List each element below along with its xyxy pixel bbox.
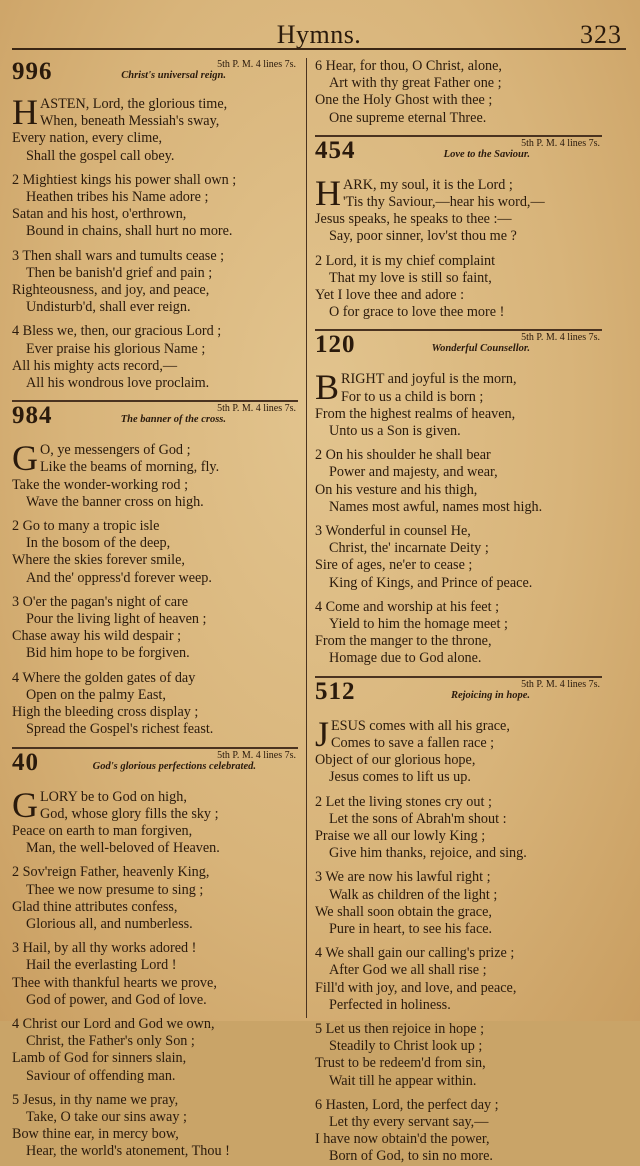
verse-text: From the manger to the throne, [315, 633, 492, 650]
verse-text: ASTEN, Lord, the glorious time, [40, 96, 228, 112]
verse-line [315, 1055, 602, 1072]
verse-line [315, 464, 602, 481]
verse-line [315, 557, 602, 574]
hymn-subtitle: God's glorious perfections celebrated. [92, 760, 256, 772]
verse-line [315, 980, 602, 997]
verse-line [315, 575, 602, 592]
verse-text: High the bleeding cross display ; [12, 704, 199, 721]
verse-line [315, 828, 602, 845]
verse-text: Bow thine ear, in mercy bow, [12, 1126, 179, 1143]
verse-line [12, 323, 298, 340]
verse-line [315, 633, 602, 650]
verse-text: 'Tis thy Saviour,—hear his word,— [343, 194, 545, 211]
verse-text: ARK, my soul, it is the Lord ; [343, 176, 513, 193]
verse-line [12, 494, 298, 511]
verse-line [12, 840, 298, 857]
hymn-header [12, 400, 298, 442]
verse-text: 3 We are now his lawful right ; [315, 869, 491, 886]
verse-line [12, 899, 298, 916]
verse-line [12, 223, 298, 240]
verse-text: Like the beams of morning, fly. [40, 459, 220, 476]
verse-line [12, 687, 298, 704]
verse-text: Peace on earth to man forgiven, [12, 822, 193, 839]
verse-text: Saviour of offending man. [26, 1067, 176, 1084]
verse-text: Say, poor sinner, lov'st thou me ? [329, 228, 517, 245]
verse-text: Wave the banner cross on high. [26, 493, 204, 510]
verse-line [315, 253, 602, 270]
verse-line [12, 645, 298, 662]
hymn-subtitle: Love to the Saviour. [443, 148, 530, 160]
stanza [12, 323, 298, 392]
verse-text: Bound in chains, shall hurt no more. [26, 223, 233, 240]
verse-text: Wait till he appear within. [329, 1072, 477, 1089]
verse-line [12, 148, 298, 165]
verse-line [315, 962, 602, 979]
verse-line [12, 628, 298, 645]
verse-line [315, 599, 602, 616]
verse-text: 2 Go to many a tropic isle [12, 518, 160, 535]
verse-line [315, 304, 602, 321]
verse-line [315, 794, 602, 811]
verse-text: Spread the Gospel's richest feast. [26, 721, 214, 738]
verse-line [315, 735, 602, 752]
verse-text: Lamb of God for sinners slain, [12, 1050, 187, 1067]
hymn-meter: 5th P. M. 4 lines 7s. [217, 59, 296, 70]
verse-text: I have now obtain'd the power, [315, 1131, 490, 1148]
verse-text: Every nation, every clime, [12, 130, 163, 147]
verse-text: Jesus comes to lift us up. [329, 769, 471, 786]
stanza [315, 1097, 602, 1166]
verse-text: 2 Mightiest kings his power shall own ; [12, 171, 237, 188]
verse-line [315, 1021, 602, 1038]
stanza [12, 784, 298, 858]
verse-text: One the Holy Ghost with thee ; [315, 92, 493, 109]
stanza [315, 172, 602, 246]
verse-text: King of Kings, and Prince of peace. [329, 574, 533, 591]
verse-line [12, 916, 298, 933]
stanza [315, 794, 602, 863]
verse-line [12, 265, 298, 282]
verse-line [315, 650, 602, 667]
verse-line [12, 611, 298, 628]
hymn-subtitle: Rejoicing in hope. [450, 689, 530, 701]
verse-line [12, 806, 298, 823]
verse-line [315, 1097, 602, 1114]
verse-text: Let thy every servant say,— [329, 1113, 489, 1130]
verse-text: Take the wonder-working rod ; [12, 476, 189, 493]
verse-line [315, 211, 602, 228]
verse-line [12, 864, 298, 881]
verse-text: Homage due to God alone. [329, 650, 482, 667]
verse-text: That my love is still so faint, [329, 269, 492, 286]
verse-text: Hail the everlasting Lord ! [26, 957, 177, 974]
verse-text: Man, the well-beloved of Heaven. [26, 840, 220, 857]
verse-text: Object of our glorious hope, [315, 752, 476, 769]
verse-text: Fill'd with joy, and love, and peace, [315, 979, 517, 996]
verse-text: After God we all shall rise ; [329, 962, 487, 979]
verse-line [12, 189, 298, 206]
verse-line [315, 499, 602, 516]
verse-line [315, 58, 602, 75]
hymn-meter: 5th P. M. 4 lines 7s. [217, 403, 296, 415]
hymn-meter: 5th P. M. 4 lines 7s. [217, 749, 296, 761]
verse-text: Praise we all our lowly King ; [315, 827, 486, 844]
verse-line [12, 552, 298, 569]
verse-line [315, 1131, 602, 1148]
verse-text: 3 Hail, by all thy works adored ! [12, 940, 197, 957]
verse-text: And the' oppress'd forever weep. [26, 569, 212, 586]
verse-line [315, 540, 602, 557]
verse-text: When, beneath Messiah's sway, [40, 113, 220, 130]
verse-text: Ever praise his glorious Name ; [26, 340, 206, 357]
verse-text: Born of God, to sin no more. [329, 1148, 493, 1165]
verse-line [12, 341, 298, 358]
verse-text: Walk as children of the light ; [329, 886, 498, 903]
stanza [12, 1016, 298, 1085]
verse-line [12, 670, 298, 687]
verse-line [315, 92, 602, 109]
verse-line [12, 113, 298, 130]
verse-line [315, 270, 602, 287]
stanza [315, 447, 602, 516]
verse-text: Pure in heart, to see his face. [329, 920, 493, 937]
stanza [315, 713, 602, 787]
hymn-columns [12, 58, 626, 1165]
verse-line [12, 1016, 298, 1033]
verse-text: Righteousness, and joy, and peace, [12, 282, 210, 299]
verse-text: 4 Bless we, then, our gracious Lord ; [12, 323, 222, 340]
verse-text: Open on the palmy East, [26, 686, 166, 703]
verse-text: One supreme eternal Three. [329, 109, 487, 126]
verse-text: Unto us a Son is given. [329, 423, 461, 440]
verse-text: Steadily to Christ look up ; [329, 1038, 483, 1055]
verse-text: Hear, the world's atonement, Thou ! [26, 1143, 230, 1160]
verse-line [315, 389, 602, 406]
verse-line [315, 945, 602, 962]
stanza [315, 367, 602, 440]
verse-line [315, 1148, 602, 1165]
verse-line [12, 358, 298, 375]
verse-text: Art with thy great Father one ; [329, 75, 502, 92]
verse-text: 6 Hasten, Lord, the perfect day ; [315, 1096, 499, 1113]
verse-text: Give him thanks, rejoice, and sing. [329, 845, 527, 862]
hymn-subtitle: Wonderful Counsellor. [431, 343, 530, 355]
verse-line [315, 1114, 602, 1131]
verse-text: Christ, the Father's only Son ; [26, 1033, 195, 1050]
verse-line [12, 1033, 298, 1050]
verse-text: Thee with thankful hearts we prove, [12, 974, 217, 991]
stanza [12, 940, 298, 1009]
verse-text: Satan and his host, o'erthrown, [12, 206, 187, 223]
hymn-meter: 5th P. M. 4 lines 7s. [521, 137, 600, 149]
hymn-meter: 5th P. M. 4 lines 7s. [521, 332, 600, 344]
verse-text: Thee we now presume to sing ; [26, 881, 204, 898]
verse-line [12, 248, 298, 265]
hymn-block [315, 329, 602, 667]
verse-text: For to us a child is born ; [341, 388, 484, 405]
verse-line [12, 704, 298, 721]
verse-line [12, 992, 298, 1009]
stanza [315, 253, 602, 322]
verse-text: 2 Lord, it is my chief complaint [315, 252, 496, 269]
verse-text: We shall soon obtain the grace, [315, 903, 492, 920]
verse-line [315, 482, 602, 499]
verse-text: 4 Where the golden gates of day [12, 669, 196, 686]
verse-line [12, 570, 298, 587]
verse-line [315, 769, 602, 786]
verse-text: O, ye messengers of God ; [40, 442, 191, 459]
verse-text: Comes to save a fallen race ; [331, 734, 495, 751]
stanza [315, 523, 602, 592]
hymn-number: 512 [315, 677, 356, 705]
hymn-block [12, 747, 298, 1161]
verse-text: 2 Sov'reign Father, heavenly King, [12, 864, 210, 881]
verse-text: From the highest realms of heaven, [315, 405, 516, 422]
verse-text: Heathen tribes his Name adore ; [26, 189, 209, 206]
hymn-block [315, 676, 602, 1166]
verse-text: Then be banish'd grief and pain ; [26, 264, 213, 281]
drop-cap-letter: H [315, 172, 341, 213]
hymn-header [315, 329, 602, 371]
verse-text: Christ, the' incarnate Deity ; [329, 540, 489, 557]
hymn-subtitle: Christ's universal reign. [121, 70, 226, 81]
verse-text: In the bosom of the deep, [26, 535, 171, 552]
verse-text: Sire of ages, ne'er to cease ; [315, 557, 473, 574]
verse-line [12, 957, 298, 974]
page-title: Hymns. [276, 20, 362, 49]
stanza [315, 599, 602, 668]
verse-text: All his wondrous love proclaim. [26, 375, 210, 392]
stanza [12, 670, 298, 739]
verse-line [315, 752, 602, 769]
stanza [315, 869, 602, 938]
verse-line [12, 299, 298, 316]
verse-text: 5 Let us then rejoice in hope ; [315, 1020, 485, 1037]
hymn-number: 454 [315, 136, 356, 164]
verse-line [315, 75, 602, 92]
verse-line [12, 1126, 298, 1143]
verse-line [12, 459, 298, 476]
verse-text: Where the skies forever smile, [12, 552, 185, 569]
verse-text: O for grace to love thee more ! [329, 304, 505, 321]
verse-text: Perfected in holiness. [329, 996, 451, 1013]
verse-line [315, 287, 602, 304]
verse-line [315, 921, 602, 938]
verse-text: Yet I love thee and adore : [315, 287, 465, 304]
right-column [307, 58, 602, 1165]
verse-text: Shall the gospel call obey. [26, 147, 175, 164]
verse-text: Trust to be redeem'd from sin, [315, 1055, 486, 1072]
verse-line [12, 975, 298, 992]
verse-text: 2 On his shoulder he shall bear [315, 447, 491, 464]
verse-text: LORY be to God on high, [40, 788, 187, 805]
hymn-header [315, 135, 602, 177]
verse-line [315, 228, 602, 245]
verse-text: Bid him hope to be forgiven. [26, 645, 190, 662]
hymn-block [315, 135, 602, 322]
stanza [315, 58, 602, 127]
verse-text: Names most awful, names most high. [329, 498, 543, 515]
verse-text: Chase away his wild despair ; [12, 628, 182, 645]
drop-cap-letter: G [12, 784, 38, 825]
verse-line [12, 1092, 298, 1109]
hymn-header [315, 676, 602, 718]
verse-line [12, 940, 298, 957]
verse-text: Undisturb'd, shall ever reign. [26, 299, 191, 316]
verse-text: All his mighty acts record,— [12, 357, 178, 374]
verse-line [12, 1109, 298, 1126]
stanza [315, 1021, 602, 1090]
verse-line [315, 523, 602, 540]
verse-line [12, 882, 298, 899]
verse-line [12, 206, 298, 223]
verse-text: God, whose glory fills the sky ; [40, 805, 219, 822]
verse-line [12, 477, 298, 494]
verse-line [315, 406, 602, 423]
hymn-meter: 5th P. M. 4 lines 7s. [521, 678, 600, 690]
verse-text: 2 Let the living stones cry out ; [315, 793, 492, 810]
stanza [12, 438, 298, 511]
hymn-block [12, 400, 298, 738]
page-header [12, 14, 626, 50]
verse-line [315, 1073, 602, 1090]
drop-cap-letter: J [315, 713, 330, 754]
verse-line [12, 1068, 298, 1085]
verse-line [315, 869, 602, 886]
verse-text: 3 Wonderful in counsel He, [315, 523, 471, 540]
verse-text: God of power, and God of love. [26, 991, 207, 1008]
verse-line [12, 823, 298, 840]
verse-line [12, 172, 298, 189]
verse-line [12, 282, 298, 299]
hymn-number: 120 [315, 331, 356, 359]
hymn-number: 996 [12, 58, 53, 85]
verse-text: Let the sons of Abrah'm shout : [329, 810, 507, 827]
stanza [12, 1092, 298, 1161]
verse-text: 3 O'er the pagan's night of care [12, 593, 189, 610]
stanza [12, 518, 298, 587]
verse-text: On his vesture and his thigh, [315, 481, 478, 498]
verse-line [12, 1050, 298, 1067]
hymn-header [12, 747, 298, 789]
stanza [12, 248, 298, 317]
stanza [12, 864, 298, 933]
stanza [315, 945, 602, 1014]
drop-cap-letter: B [315, 367, 340, 408]
left-column [12, 58, 307, 1160]
verse-text: 4 We shall gain our calling's prize ; [315, 945, 515, 962]
verse-text: 3 Then shall wars and tumults cease ; [12, 247, 225, 264]
hymn-number: 40 [12, 748, 39, 776]
verse-text: 4 Christ our Lord and God we own, [12, 1015, 215, 1032]
hymn-number: 984 [12, 402, 53, 430]
verse-line [315, 811, 602, 828]
verse-line [315, 447, 602, 464]
verse-line [315, 887, 602, 904]
hymn-subtitle: The banner of the cross. [120, 414, 226, 426]
verse-text: ESUS comes with all his grace, [331, 717, 510, 734]
verse-text: 4 Come and worship at his feet ; [315, 598, 500, 615]
verse-line [12, 535, 298, 552]
verse-line [315, 110, 602, 127]
drop-cap-letter: G [12, 438, 38, 479]
verse-line [315, 194, 602, 211]
verse-text: Jesus speaks, he speaks to thee :— [315, 211, 512, 228]
verse-line [315, 845, 602, 862]
verse-line [12, 130, 298, 147]
verse-line [315, 1038, 602, 1055]
verse-text: RIGHT and joyful is the morn, [341, 371, 517, 388]
verse-line [315, 423, 602, 440]
verse-line [12, 375, 298, 392]
page-number: 323 [580, 20, 622, 49]
verse-text: Take, O take our sins away ; [26, 1108, 187, 1125]
stanza [12, 92, 298, 165]
hymn-block [315, 58, 602, 127]
stanza [12, 172, 298, 241]
hymn-header [12, 58, 298, 96]
stanza [12, 594, 298, 663]
verse-line [315, 904, 602, 921]
hymn-block [12, 58, 298, 392]
verse-text: Glad thine attributes confess, [12, 898, 178, 915]
verse-line [12, 518, 298, 535]
verse-line [12, 594, 298, 611]
drop-cap-letter: H [12, 92, 38, 132]
verse-line [315, 997, 602, 1014]
verse-line [12, 721, 298, 738]
verse-text: Yield to him the homage meet ; [329, 616, 508, 633]
verse-text: Glorious all, and numberless. [26, 915, 193, 932]
verse-text: Power and majesty, and wear, [329, 464, 498, 481]
verse-text: 6 Hear, for thou, O Christ, alone, [315, 58, 502, 74]
verse-text: Pour the living light of heaven ; [26, 611, 207, 628]
verse-text: 5 Jesus, in thy name we pray, [12, 1091, 179, 1108]
verse-line [315, 616, 602, 633]
verse-line [12, 1143, 298, 1160]
